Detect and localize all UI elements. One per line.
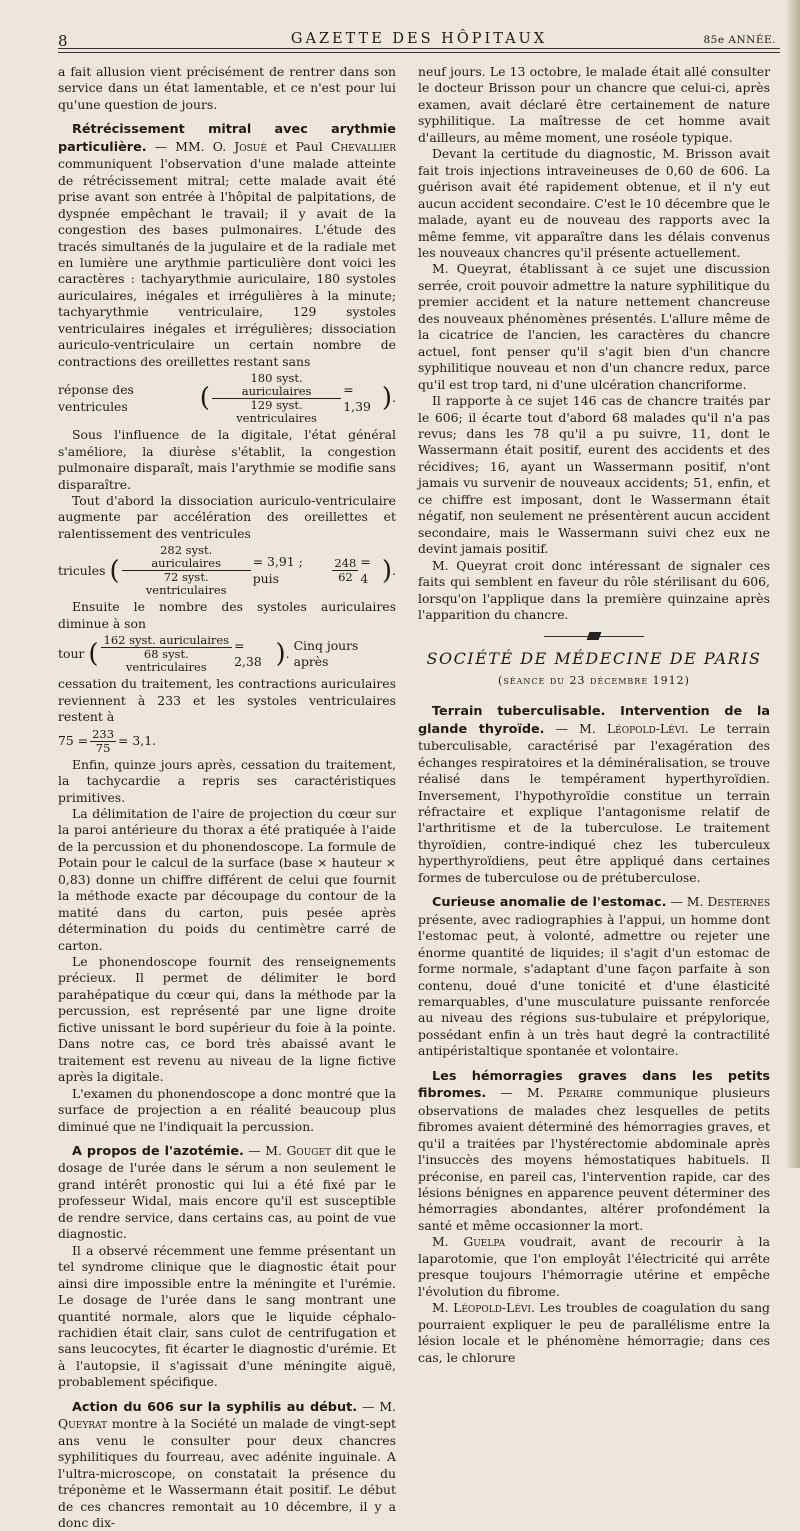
paragraph-devant: Devant la certitude du diagnostic, M. Brisson avait fait trois injections intraveineuses de 0,60 de 606. La guérison avait été rapidement obtenue, et il n'y eut aucun accident secondaire. C'est le 10 décembre que le malade, ayant eu de nouveau des rapports avec la même femme, vit apparaître dans les délais convenus les nouveaux chancres qu'il présente actuellement.: [418, 146, 770, 260]
formula-ratio-2: tricules ( $\frac{\text{282 syst. auriculaires}}{\text{72 syst. ventriculaires}}$ = 3,91 ; puis $\frac{248}{62}$ = 4 ) .: [58, 543, 396, 598]
author-peraire: Peraire: [557, 1085, 603, 1101]
author-leopold-levi: Léopold-Lévi: [606, 720, 685, 736]
section-mitral: Rétrécissement mitral avec arythmie particulière. — MM. O. Josué et Paul Chevallier communiquent l'observation d'une malade atteinte de rétrécissement mitral; cette malade avait été prise avant son entrée à l'hôpital de palpitations, de dyspnée empêchant le travail; il y avait de la congestion des bases pulmonaires. L'étude des tracés simultanés de la jugulaire et de la radiale met en lumière une arythmie particulière dont voici les caractères : tachyarythmie auriculaire, 180 systoles auriculaires, inégales et irrégulières à la minute; tachyarythmie ventriculaire, 129 systoles ventriculaires inégales et irrégulières; dissociation auriculo-ventriculaire un certain nombre de contractions des oreillettes restant sans: [58, 122, 396, 369]
section-606: Action du 606 sur la syphilis au début. — M. Queyrat montre à la Société un malade de vingt-sept ans venu le consulter pour deux chancres syphilitiques du fourreau, avec adénite inguinale. A l'ultra-microscope, on constatait la présence du tréponème et le Wassermann était positif. Le début de ces chancres remontait au 10 décembre, il y a donc dix-: [58, 1398, 396, 1530]
volume-year: 85e ANNÉE.: [703, 34, 776, 46]
section-thyroide: Terrain tuberculisable. Intervention de la glande thyroïde. — M. Léopold-Lévi. Le terrain tuberculisable, caractérisé par l'exagération des échanges respiratoires et la déminéralisation, se trouve réalisé dans le tempérament hyperthyroïdien. Inversement, l'hypothyroïdie constitue un terrain réfractaire et explique l'antagonisme relatif de l'arthritisme et de la tuberculose. Le traitement thyroïdien, contre-indiqué chez les tuberculeux hyperthyroïdiens, peut être appliqué dans certaines formes de tuberculose ou de prétuberculose.: [418, 704, 770, 885]
paragraph-rapporte: Il rapporte à ce sujet 146 cas de chancre traités par le 606; il écarte tout d'abord 68 malades qu'il n'a pas revus; dans les 78 qu'il a pu suivre, 11, dont le Wassermann était positif, eurent des accidents et des récidives; 16, ayant un Wassermann positif, n'ont jamais vu survenir de nouveaux accidents; 51, enfin, et ce chiffre est imposant, dont le Wassermann était négatif, non seulement ne présentèrent aucun accident secondaire, mais le Wassermann suivi chez eux ne devint jamais positif.: [418, 393, 770, 557]
paragraph-guelpa: M. Guelpa voudrait, avant de recourir à la laparotomie, que l'on employât l'électricité qui arrête presque toujours l'hémorragie utérine et empêche l'évolution du fibrome.: [418, 1234, 771, 1299]
author-gouget: Gouget: [286, 1143, 332, 1159]
paragraph-digitale: Sous l'influence de la digitale, l'état général s'améliore, la diurèse s'établit, la congestion pulmonaire disparaît, mais l'arythmie se modifie sans disparaître.: [58, 427, 396, 492]
paragraph-examen: L'examen du phonendoscope a donc montré que la surface de projection a en réalité beaucoup plus diminué que ne l'indiquait la percussion.: [58, 1085, 396, 1134]
ornament-icon: [587, 632, 602, 640]
author-desternes: Desternes: [707, 894, 770, 910]
paragraph-queyrat: M. Queyrat, établissant à ce sujet une discussion serrée, croit pouvoir admettre la nature syphilitique du premier accident et la nature nettement chancreuse des nouveaux phénomènes présentés. L'allure même de la cicatrice de l'ancien, les caractères du chancre actuel, font penser qu'il s'agit bien d'un chancre syphilitique nouveau et non d'un chancre redux, parce qu'il est trop tard, ni d'une ulcération chancriforme.: [418, 261, 770, 392]
section-heading-azotemie: A propos de l'azotémie.: [72, 1144, 244, 1160]
right-column: [418, 64, 770, 1366]
section-heading-thyroide: Terrain tuberculisable. Intervention de la glande thyroïde.: [418, 704, 770, 737]
paragraph-intro: a fait allusion vient précisément de rentrer dans son service dans un état lamentable, et ce n'est pour lui qu'une question de jours.: [58, 64, 396, 112]
paragraph-leopold: M. Léopold-Lévi. Les troubles de coagulation du sang pourraient expliquer le peu de parallélisme entre la lésion locale et le phénomène hémorragie; dans ces cas, le chlorure: [418, 1300, 770, 1365]
formula-ratio-1: réponse des ventricules ( $\frac{\text{180 syst. auriculaires}}{\text{129 syst. ventriculaires}}$ = 1,39 ) .: [58, 371, 396, 426]
left-column: [58, 64, 396, 1531]
section-azotemie: A propos de l'azotémie. — M. Gouget dit que le dosage de l'urée dans le sérum a non seulement le grand intérêt pronostic qui lui a été fixé par le professeur Widal, mais encore qu'il est susceptible de rendre service, dans certains cas, au point de vue diagnostic.: [58, 1143, 396, 1242]
header-rule: [58, 48, 780, 53]
section-heading-606: Action du 606 sur la syphilis au début.: [72, 1399, 358, 1415]
paragraph-cessation: cessation du traitement, les contractions auriculaires reviennent à 233 et les systoles ventriculaires restent à: [58, 676, 396, 725]
section-fibromes: Les hémorragies graves dans les petits fibromes. — M. Peraire communique plusieurs observations de malades chez lesquelles de petits fibromes avaient déterminé des hémorragies graves, et qu'il a traitées par l'hystérectomie abdominale après l'insuccès des moyens hémostatiques habituels. Il préconise, en pareil cas, l'intervention rapide, car des lésions bénignes en apparence peuvent déterminer des hémorragies abondantes, altérer profondément la santé et même occasionner la mort.: [418, 1068, 770, 1233]
paragraph-dissociation: Tout d'abord la dissociation auriculo-ventriculaire augmente par accélération des oreillettes et ralentissement des ventricules: [58, 492, 396, 541]
formula-ratio-4: 75 = $\frac{233}{75}$ = 3,1.: [58, 726, 157, 755]
author-guelpa: M. Guelpa: [432, 1234, 506, 1250]
author-queyrat: Queyrat: [58, 1416, 108, 1432]
author-chevallier: Chevallier: [330, 138, 396, 154]
society-title: SOCIÉTÉ DE MÉDECINE DE PARIS: [426, 649, 762, 669]
journal-title: GAZETTE DES HÔPITAUX: [290, 31, 548, 47]
paragraph-neuf-jours: neuf jours. Le 13 octobre, le malade était allé consulter le docteur Brisson pour un chancre que celui-ci, après examen, avait déclaré être certainement de nature syphilitique. La maîtresse de cet homme avait d'ailleurs, au même moment, une roséole typique.: [418, 64, 770, 145]
author-josue: Josué: [234, 138, 267, 154]
section-heading-estomac: Curieuse anomalie de l'estomac.: [432, 895, 667, 911]
paragraph-enfin: Enfin, quinze jours après, cessation du traitement, la tachycardie a repris ses caractéristiques primitives.: [58, 756, 396, 805]
paragraph-phonendoscope: Le phonendoscope fournit des renseignements précieux. Il permet de délimiter le bord parahépatique du cœur qui, dans la méthode par la percussion, est représenté par une ligne droite fictive unissant le bord supérieur du foie à la pointe. Dans notre cas, ce bord très abaissé avant le traitement est revenu au niveau de la ligne fictive après la digitale.: [58, 954, 396, 1085]
section-heading-fibromes: Les hémorragies graves dans les petits fibromes.: [418, 1068, 770, 1102]
paragraph-delimitation: La délimitation de l'aire de projection du cœur sur la paroi antérieure du thorax a été pratiquée à l'aide de la percussion et du phonendoscope. La formule de Potain pour le calcul de la surface (base × hauteur × 0,83) donne un chiffre différent de celui que fournit la méthode exacte par découpage du contour de la matité dans du carton, puis pesée après détermination du poids du centimètre carré de carton.: [58, 805, 396, 953]
section-divider: [544, 631, 644, 641]
society-date: (séance du 23 décembre 1912): [498, 673, 690, 687]
paragraph-ensuite: Ensuite le nombre des systoles auriculaires diminue à son: [58, 599, 396, 631]
section-heading-mitral: Rétrécissement mitral avec arythmie particulière.: [58, 122, 396, 155]
paragraph-croit: M. Queyrat croit donc intéressant de signaler ces faits qui semblent en faveur du rôle stérilisant du 606, lorsqu'on l'applique dans la première quinzaine après l'apparition du chancre.: [418, 557, 770, 622]
paragraph-observe: Il a observé récemment une femme présentant un tel syndrome clinique que le diagnostic était pour ainsi dire impossible entre la méningite et l'urémie. Le dosage de l'urée dans le sang montrant une quantité normale, alors que le liquide céphalo-rachidien était clair, sans culot de centrifugation et sans leucocytes, fit écarter le diagnostic d'urémie. Et à l'autopsie, il s'agissait d'une méningite aiguë, probablement spécifique.: [58, 1242, 396, 1390]
formula-ratio-3: tour ( $\frac{\text{162 syst. auriculaires}}{\text{68 syst. ventriculaires}}$ = 2,38 ) . Cinq jours après: [58, 633, 359, 675]
section-estomac: Curieuse anomalie de l'estomac. — M. Desternes présente, avec radiographies à l'appui, un homme dont l'estomac peut, à volonté, admettre ou rejeter une énorme quantité de liquides; il s'agit d'un estomac de forme normale, s'adaptant d'une façon parfaite à son contenu, doué d'une tonicité et d'une élasticité remarquables, d'une musculature puissante renforcée au niveau des régions sus-tubulaire et prépylorique, possédant enfin à un très haut degré la contractilité antipéristaltique spontanée et volontaire.: [418, 894, 770, 1059]
author-leopold-levi-2: M. Léopold-Lévi: [432, 1300, 531, 1316]
page-number: 8: [58, 32, 68, 50]
